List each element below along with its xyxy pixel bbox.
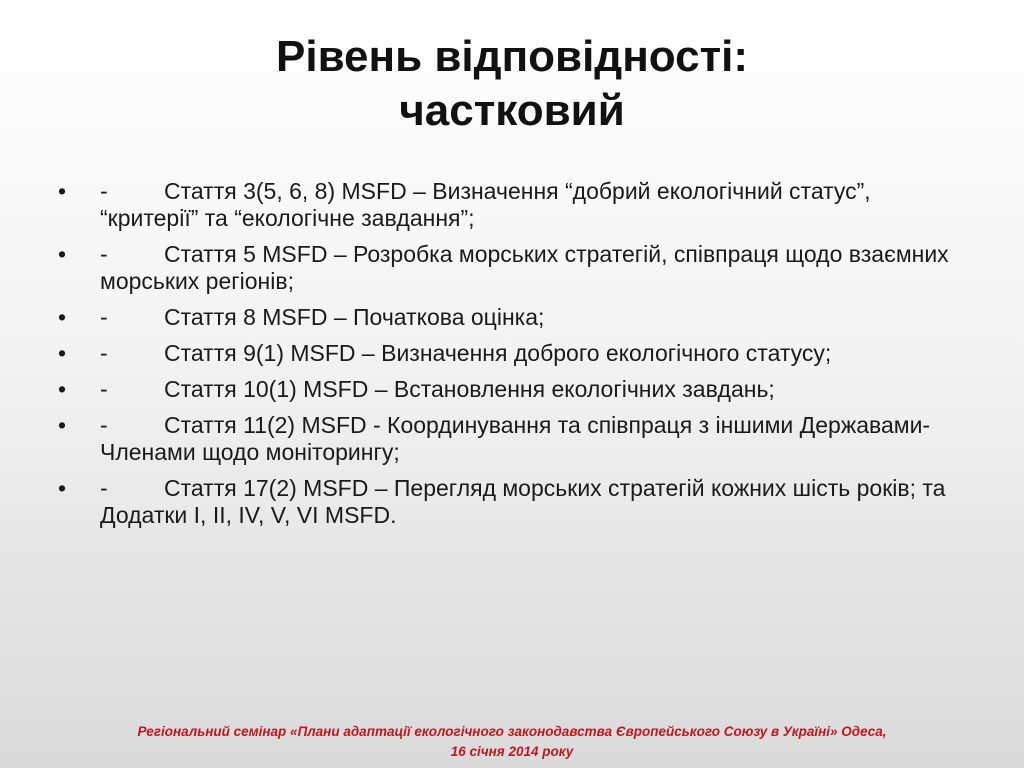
bullet-item-5 — [58, 376, 958, 403]
bullet-item-4 — [58, 340, 958, 367]
bullet-icon: • — [58, 241, 67, 267]
bullet-item-3 — [58, 304, 958, 331]
bullet-text: Стаття 17(2) MSFD – Перегляд морських стратегій кожних шість років; та Додатки I, II, IV, V, VI MSFD. — [100, 475, 946, 528]
bullet-dash: - — [100, 412, 108, 438]
slide-title-line-1: Рівень відповідності: — [276, 32, 748, 81]
bullet-list — [58, 178, 958, 538]
bullet-icon: • — [58, 304, 67, 330]
bullet-icon: • — [58, 340, 67, 366]
slide-footer — [20, 722, 1004, 762]
bullet-item-2 — [58, 241, 958, 295]
bullet-icon: • — [58, 412, 67, 438]
bullet-dash: - — [100, 340, 108, 366]
bullet-item-6 — [58, 412, 958, 466]
bullet-dash: - — [100, 178, 108, 204]
bullet-icon: • — [58, 376, 67, 402]
bullet-dash: - — [100, 304, 108, 330]
footer-line-1: Регіональний семінар «Плани адаптації екологічного законодавства Європейського Союзу в Україні» Одеса, — [137, 724, 887, 739]
slide-title-line-2: частковий — [399, 86, 625, 135]
bullet-icon: • — [58, 475, 67, 501]
bullet-item-7 — [58, 475, 958, 529]
bullet-text: Стаття 9(1) MSFD – Визначення доброго екологічного статусу; — [164, 340, 832, 366]
bullet-dash: - — [100, 241, 108, 267]
bullet-text: Стаття 5 MSFD – Розробка морських стратегій, співпраця щодо взаємних морських регіонів; — [100, 241, 949, 294]
slide-title — [40, 30, 984, 138]
bullet-text: Стаття 10(1) MSFD – Встановлення екологічних завдань; — [164, 376, 775, 402]
bullet-item-1 — [58, 178, 958, 232]
bullet-text: Стаття 3(5, 6, 8) MSFD – Визначення “добрий екологічний статус”, “критерії” та “екологічне завдання”; — [100, 178, 871, 231]
bullet-text: Стаття 8 MSFD – Початкова оцінка; — [164, 304, 545, 330]
footer-line-2: 16 січня 2014 року — [450, 744, 574, 759]
bullet-icon: • — [58, 178, 67, 204]
bullet-dash: - — [100, 475, 108, 501]
bullet-dash: - — [100, 376, 108, 402]
bullet-text: Стаття 11(2) MSFD - Координування та співпраця з іншими Державами-Членами щодо моніторингу; — [100, 412, 931, 465]
